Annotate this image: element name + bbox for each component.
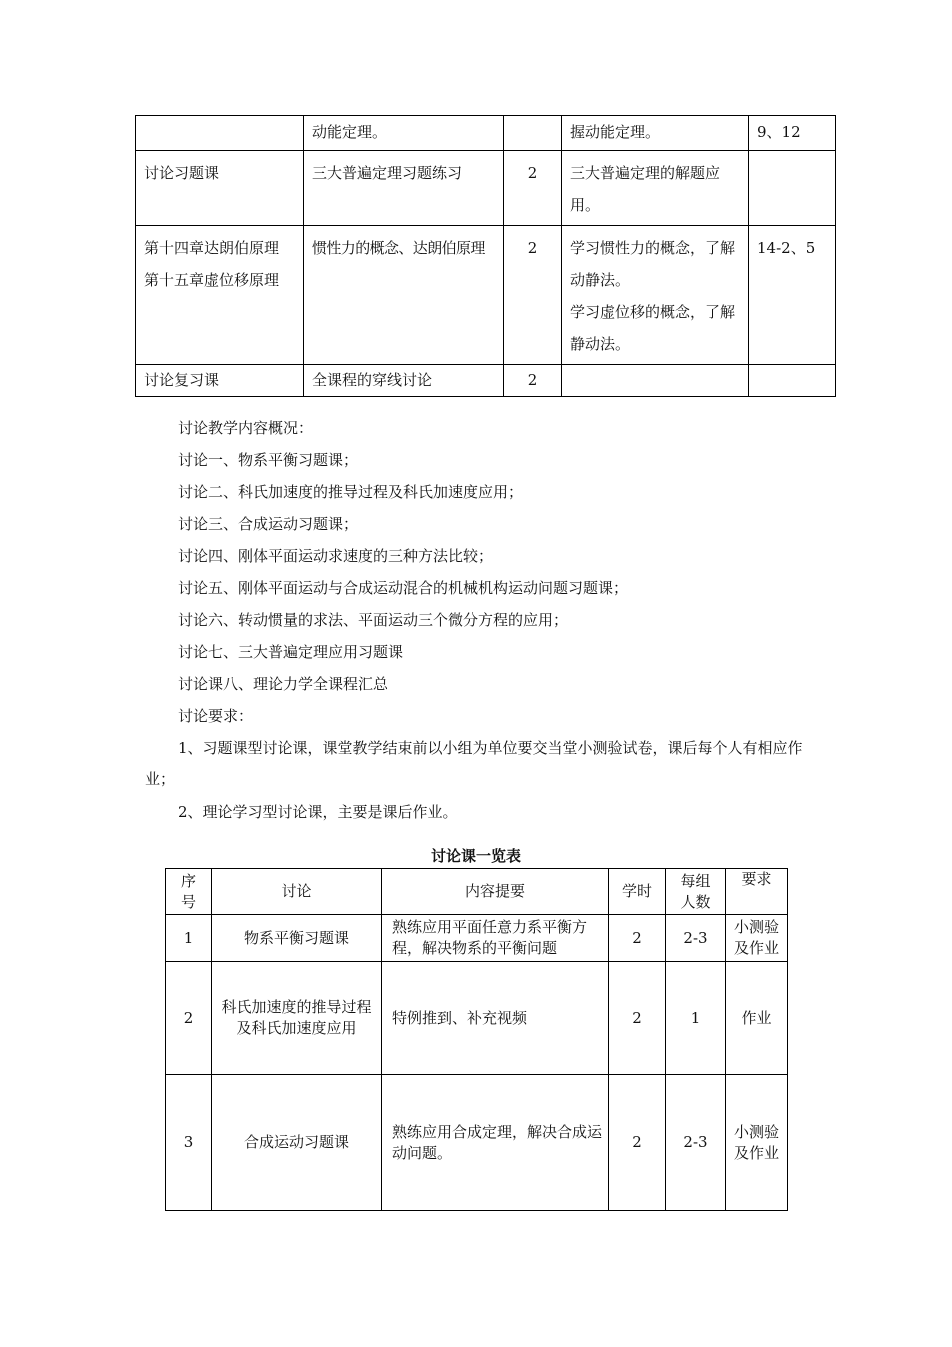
table-cell-text: 学习虚位移的概念，了解静动法。 <box>570 303 736 353</box>
table-title: 讨论课一览表 <box>430 847 521 865</box>
table-cell: 2 <box>609 1075 666 1211</box>
table-row <box>166 915 788 962</box>
table-cell: 2 <box>166 962 212 1075</box>
table-cell: 熟练应用平面任意力系平衡方程，解决物系的平衡问题 <box>382 915 609 962</box>
discussion-item: 讨论二、科氏加速度的推导过程及科氏加速度应用； <box>178 483 524 501</box>
table-row <box>136 365 836 397</box>
table-cell: 惯性力的概念、达朗伯原理 <box>304 226 504 365</box>
table-cell: 全课程的穿线讨论 <box>304 365 504 397</box>
table-cell: 1 <box>166 915 212 962</box>
table-cell: 2 <box>609 915 666 962</box>
schedule-table <box>135 115 836 397</box>
overview-table <box>165 868 788 1211</box>
table-cell: 小测验及作业 <box>726 1075 788 1211</box>
table-cell: 特例推到、补充视频 <box>382 962 609 1075</box>
table-row <box>136 116 836 151</box>
table-cell: 讨论习题课 <box>136 151 304 226</box>
table-row <box>166 962 788 1075</box>
header-cell: 每组人数 <box>666 869 726 915</box>
table-cell: 讨论复习课 <box>136 365 304 397</box>
table-cell: 2-3 <box>666 915 726 962</box>
table-cell <box>504 116 562 151</box>
table-cell: 2 <box>504 365 562 397</box>
table-cell: 小测验及作业 <box>726 915 788 962</box>
header-cell: 学时 <box>609 869 666 915</box>
discussion-item: 讨论三、合成运动习题课； <box>178 515 359 533</box>
discussion-item: 讨论四、刚体平面运动求速度的三种方法比较； <box>178 547 494 565</box>
header-cell: 内容提要 <box>382 869 609 915</box>
discussion-item: 讨论课八、理论力学全课程汇总 <box>178 675 389 693</box>
requirements-heading: 讨论要求： <box>178 707 254 725</box>
table-cell: 9、12 <box>749 116 836 151</box>
table-cell <box>749 365 836 397</box>
discussion-item: 讨论五、刚体平面运动与合成运动混合的机械机构运动问题习题课； <box>178 579 629 597</box>
table-row <box>136 151 836 226</box>
table-cell: 2 <box>609 962 666 1075</box>
table-cell: 2 <box>504 151 562 226</box>
table-cell <box>562 226 749 365</box>
table-cell: 握动能定理。 <box>562 116 749 151</box>
table-cell <box>562 365 749 397</box>
table-row <box>166 1075 788 1211</box>
header-cell: 要求 <box>726 869 788 915</box>
header-cell: 讨论 <box>212 869 382 915</box>
table-cell: 三大普遍定理习题练习 <box>304 151 504 226</box>
table-cell-text: 第十四章达朗伯原理 <box>144 239 280 257</box>
overview-heading: 讨论教学内容概况： <box>178 419 314 437</box>
table-cell: 科氏加速度的推导过程及科氏加速度应用 <box>212 962 382 1075</box>
table-cell: 作业 <box>726 962 788 1075</box>
table-cell: 合成运动习题课 <box>212 1075 382 1211</box>
table-cell: 2-3 <box>666 1075 726 1211</box>
requirement-item: 2、理论学习型讨论课，主要是课后作业。 <box>178 803 458 821</box>
table-cell-text: 学习惯性力的概念，了解动静法。 <box>570 239 736 289</box>
table-row <box>136 226 836 365</box>
table-cell <box>136 116 304 151</box>
requirement-item: 1、习题课型讨论课，课堂教学结束前以小组为单位要交当堂小测验试卷，课后每个人有相应作业； <box>145 739 803 788</box>
table-cell: 14-2、5 <box>749 226 836 365</box>
header-cell: 序号 <box>166 869 212 915</box>
discussion-item: 讨论七、三大普遍定理应用习题课 <box>178 643 404 661</box>
table-cell: 2 <box>504 226 562 365</box>
table-cell: 物系平衡习题课 <box>212 915 382 962</box>
table-cell <box>749 151 836 226</box>
table-cell: 3 <box>166 1075 212 1211</box>
table-cell-text: 第十五章虚位移原理 <box>144 271 280 289</box>
discussion-item: 讨论一、物系平衡习题课； <box>178 451 359 469</box>
table-cell: 三大普遍定理的解题应用。 <box>562 151 749 226</box>
table-cell: 动能定理。 <box>304 116 504 151</box>
table-header-row <box>166 869 788 915</box>
discussion-item: 讨论六、转动惯量的求法、平面运动三个微分方程的应用； <box>178 611 569 629</box>
table-cell <box>136 226 304 365</box>
table-cell: 1 <box>666 962 726 1075</box>
table-cell: 熟练应用合成定理，解决合成运动问题。 <box>382 1075 609 1211</box>
